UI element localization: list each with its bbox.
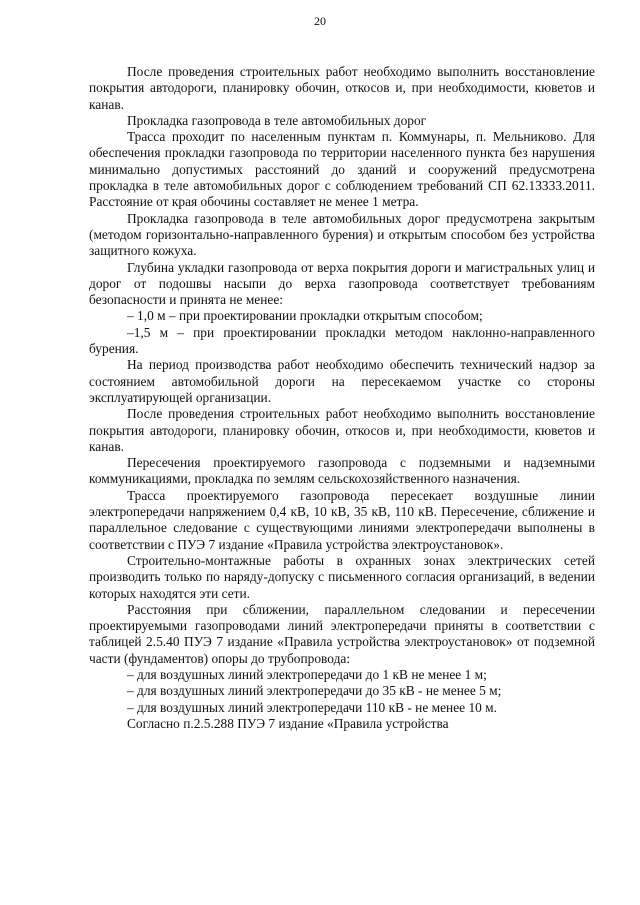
document-body [89,64,595,732]
paragraph-restoration-1: После проведения строительных работ необходимо выполнить восстановление покрытия автодороги, планировку обочин, откосов и, при необходимости, кюветов и канав. [89,64,595,112]
page-number: 20 [314,14,326,28]
paragraph-depth: Глубина укладки газопровода от верха покрытия дороги и магистральных улиц и дорог от подошвы насыпи до верха газопровода соответствует требованиям безопасности и принята не менее: [89,259,595,308]
list-item-drilling-method: –1,5 м – при проектировании прокладки методом наклонно-направленного бурения. [89,324,595,357]
paragraph-power-lines: Трасса проектируемого газопровода пересекает воздушные линии электропередачи напряжением 0,4 кВ, 10 кВ, 35 кВ, 110 кВ. Пересечение, сближение и параллельное следование с существующими линиями электропередачи выполнены в соответствии с ПУЭ 7 издание «Правила устройства электроустановок». [89,487,595,552]
paragraph-supervision: На период производства работ необходимо обеспечить технический надзор за состоянием автомобильной дороги на пересекаемом участке со стороны эксплуатирующей организации. [89,357,595,405]
paragraph-distances: Расстояния при сближении, параллельном следовании и пересечении проектируемыми газопроводами линий электропередачи приняты в соответствии с таблицей 2.5.40 ПУЭ 7 издание «Правила устройства электроустановок» от подземной части (фундаментов) опоры до трубопровода: [89,601,595,666]
list-item-1kv: – для воздушных линий электропередачи до 1 кВ не менее 1 м; [127,666,487,682]
list-item-110kv: – для воздушных линий электропередачи 110 кВ - не менее 10 м. [127,699,498,715]
paragraph-protected-zones: Строительно-монтажные работы в охранных зонах электрических сетей производить только по наряду-допуску с письменного согласия организаций, в ведении которых находятся эти сети. [89,552,595,601]
section-heading-road-laying: Прокладка газопровода в теле автомобильных дорог [127,112,427,128]
paragraph-laying-method: Прокладка газопровода в теле автомобильных дорог предусмотрена закрытым (методом горизонтально-направленного бурения) и открытым способом без устройства защитного кожуха. [89,210,595,259]
paragraph-restoration-2: После проведения строительных работ необходимо выполнить восстановление покрытия автодороги, планировку обочин, откосов и, при необходимости, кюветов и канав. [89,406,595,454]
list-item-35kv: – для воздушных линий электропередачи до 35 кВ - не менее 5 м; [127,683,502,699]
list-item-open-method: – 1,0 м – при проектировании прокладки открытым способом; [127,308,483,324]
section-heading-crossings: Пересечения проектируемого газопровода с подземными и надземными коммуникациями, прокладка по землям сельскохозяйственного назначения. [89,455,595,487]
paragraph-according-to: Согласно п.2.5.288 ПУЭ 7 издание «Правила устройства [127,715,449,731]
paragraph-route: Трасса проходит по населенным пунктам п. Коммунары, п. Мельниково. Для обеспечения прокладки газопровода по территории населенного пункта без нарушения минимально допустимых расстояний до зданий и сооружений предусмотрена прокладка в теле автомобильных дорог с соблюдением требований СП 62.13333.2011. Расстояние от края обочины составляет не менее 1 метра. [89,129,595,210]
